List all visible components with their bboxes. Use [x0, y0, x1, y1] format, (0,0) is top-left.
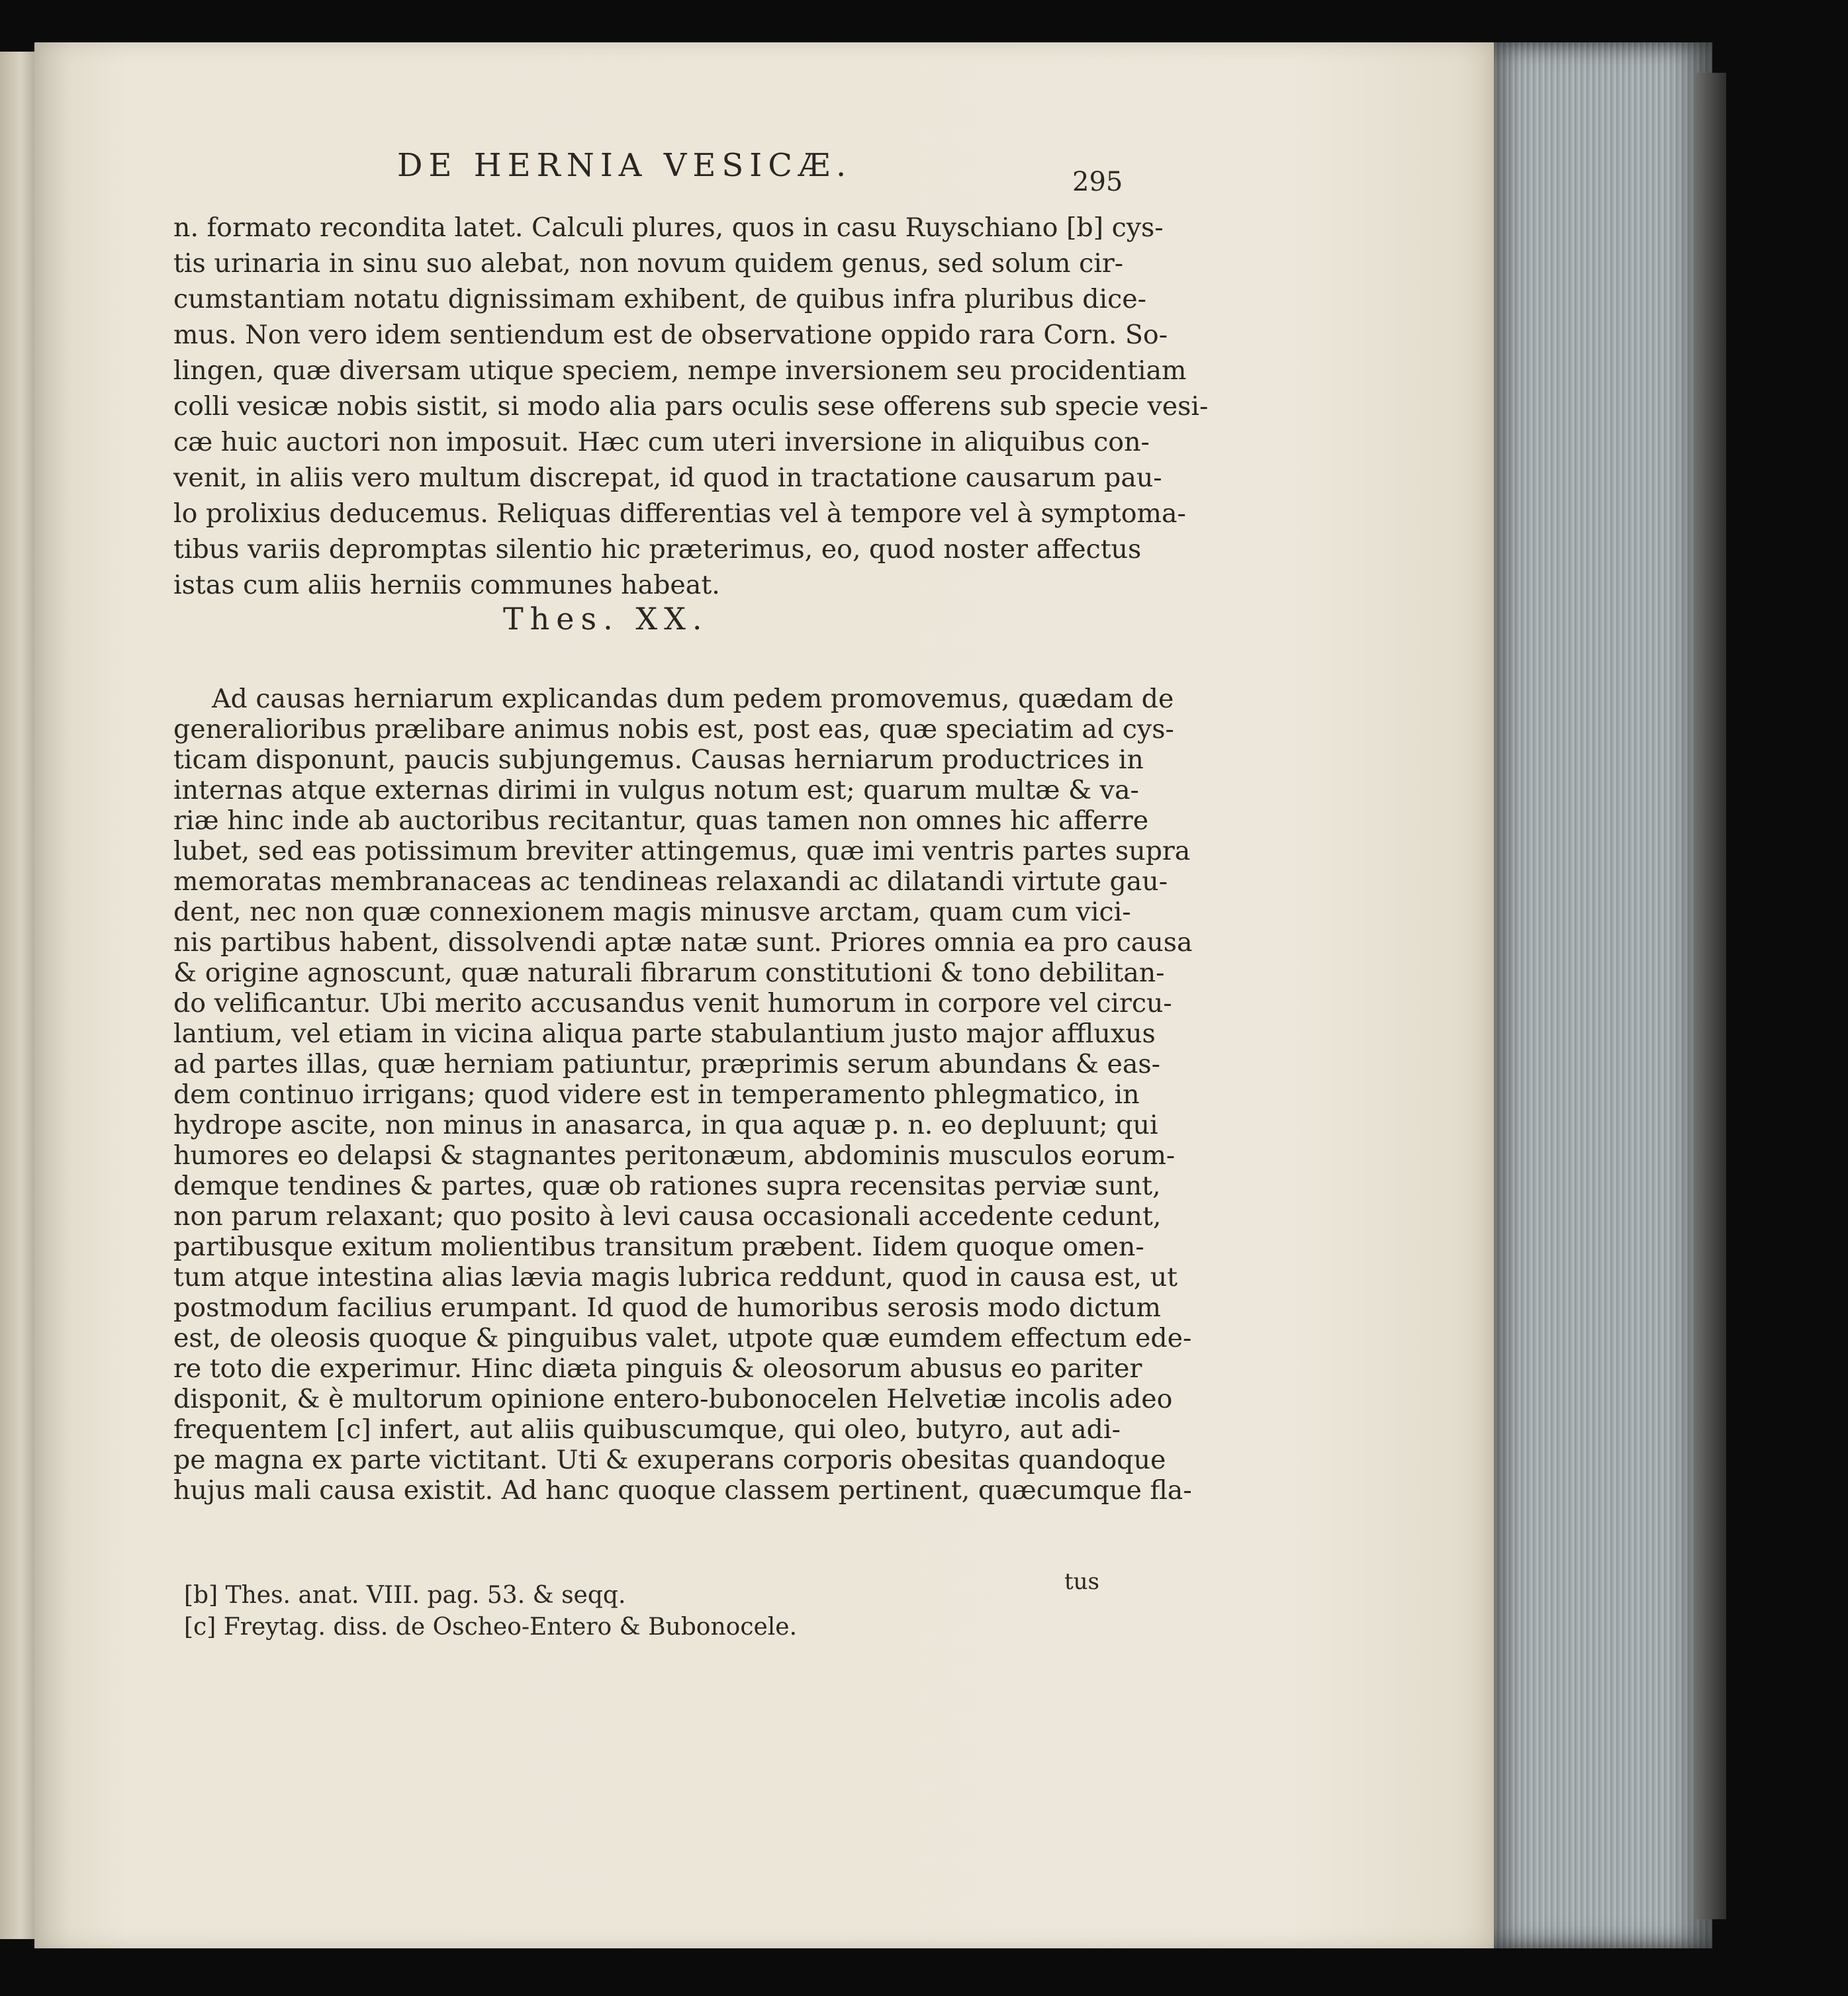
text-line: frequentem [c] infert, aut aliis quibuscumque, qui oleo, butyro, aut adi-	[173, 1414, 1121, 1445]
text-line: lingen, quæ diversam utique speciem, nempe inversionem seu procidentiam	[173, 355, 1187, 386]
text-line: nis partibus habent, dissolvendi aptæ natæ sunt. Priores omnia ea pro causa	[173, 927, 1193, 958]
footnote: [b] Thes. anat. VIII. pag. 53. & seqq.	[184, 1582, 626, 1609]
text-line: venit, in aliis vero multum discrepat, id quod in tractatione causarum pau-	[173, 463, 1162, 493]
text-line: pe magna ex parte victitant. Uti & exuperans corporis obesitas quandoque	[173, 1445, 1166, 1475]
text-line: demque tendines & partes, quæ ob rationes supra recensitas perviæ sunt,	[173, 1171, 1161, 1201]
book-cover-edge	[1694, 73, 1726, 1919]
text-line: n. formato recondita latet. Calculi plures, quos in casu Ruyschiano [b] cys-	[173, 212, 1164, 243]
text-line: generalioribus prælibare animus nobis est, post eas, quæ speciatim ad cys-	[173, 714, 1174, 745]
text-line: hydrope ascite, non minus in anasarca, in qua aquæ p. n. eo depluunt; qui	[173, 1110, 1158, 1140]
text-line: istas cum aliis herniis communes habeat.	[173, 570, 720, 600]
catchword: tus	[1064, 1568, 1100, 1595]
text-line: tis urinaria in sinu suo alebat, non novum quidem genus, sed solum cir-	[173, 248, 1124, 279]
page-number: 295	[1072, 167, 1123, 197]
text-line: colli vesicæ nobis sistit, si modo alia pars oculis sese offerens sub specie vesi-	[173, 391, 1209, 422]
text-line: cæ huic auctori non imposuit. Hæc cum uteri inversione in aliquibus con-	[173, 427, 1150, 457]
text-line: humores eo delapsi & stagnantes peritonæum, abdominis musculos eorum-	[173, 1140, 1176, 1171]
left-page-edge	[0, 52, 34, 1939]
text-line: riæ hinc inde ab auctoribus recitantur, quas tamen non omnes hic afferre	[173, 805, 1149, 836]
text-line: internas atque externas dirimi in vulgus notum est; quarum multæ & va-	[173, 775, 1139, 805]
text-line: non parum relaxant; quo posito à levi causa occasionali accedente cedunt,	[173, 1201, 1162, 1232]
text-line: tibus variis depromptas silentio hic præterimus, eo, quod noster affectus	[173, 534, 1142, 565]
text-line: disponit, & è multorum opinione entero-bubonocelen Helvetiæ incolis adeo	[173, 1384, 1173, 1414]
text-line: partibusque exitum molientibus transitum præbent. Iidem quoque omen-	[173, 1232, 1144, 1262]
text-line: mus. Non vero idem sentiendum est de observatione oppido rara Corn. So-	[173, 320, 1168, 350]
running-head: DE HERNIA VESICÆ.	[397, 147, 853, 184]
footnote: [c] Freytag. diss. de Oscheo-Entero & Bubonocele.	[184, 1613, 798, 1641]
text-line: memoratas membranaceas ac tendineas relaxandi ac dilatandi virtute gau-	[173, 866, 1168, 897]
text-line: Ad causas herniarum explicandas dum pedem promovemus, quædam de	[212, 684, 1174, 714]
text-line: do velificantur. Ubi merito accusandus venit humorum in corpore vel circu-	[173, 988, 1172, 1019]
text-line: dent, nec non quæ connexionem magis minusve arctam, quam cum vici-	[173, 897, 1131, 927]
text-line: re toto die experimur. Hinc diæta pinguis & oleosorum abusus eo pariter	[173, 1353, 1142, 1384]
text-line: postmodum facilius erumpant. Id quod de humoribus serosis modo dictum	[173, 1293, 1161, 1323]
text-line: est, de oleosis quoque & pinguibus valet, utpote quæ eumdem effectum ede-	[173, 1323, 1192, 1353]
text-line: lubet, sed eas potissimum breviter attingemus, quæ imi ventris partes supra	[173, 836, 1191, 866]
page-fore-edge	[1494, 42, 1712, 1948]
text-line: hujus mali causa existit. Ad hanc quoque classem pertinent, quæcumque fla-	[173, 1475, 1192, 1506]
text-line: ad partes illas, quæ herniam patiuntur, præprimis serum abundans & eas-	[173, 1049, 1161, 1079]
section-heading: Thes. XX.	[503, 601, 709, 637]
text-line: tum atque intestina alias lævia magis lubrica reddunt, quod in causa est, ut	[173, 1262, 1178, 1293]
text-line: & origine agnoscunt, quæ naturali fibrarum constitutioni & tono debilitan-	[173, 958, 1165, 988]
text-line: ticam disponunt, paucis subjungemus. Causas herniarum productrices in	[173, 745, 1144, 775]
text-line: cumstantiam notatu dignissimam exhibent, de quibus infra pluribus dice-	[173, 284, 1147, 314]
text-line: dem continuo irrigans; quod videre est in temperamento phlegmatico, in	[173, 1079, 1140, 1110]
text-line: lantium, vel etiam in vicina aliqua parte stabulantium justo major affluxus	[173, 1019, 1156, 1049]
text-line: lo prolixius deducemus. Reliquas differentias vel à tempore vel à symptoma-	[173, 498, 1186, 529]
